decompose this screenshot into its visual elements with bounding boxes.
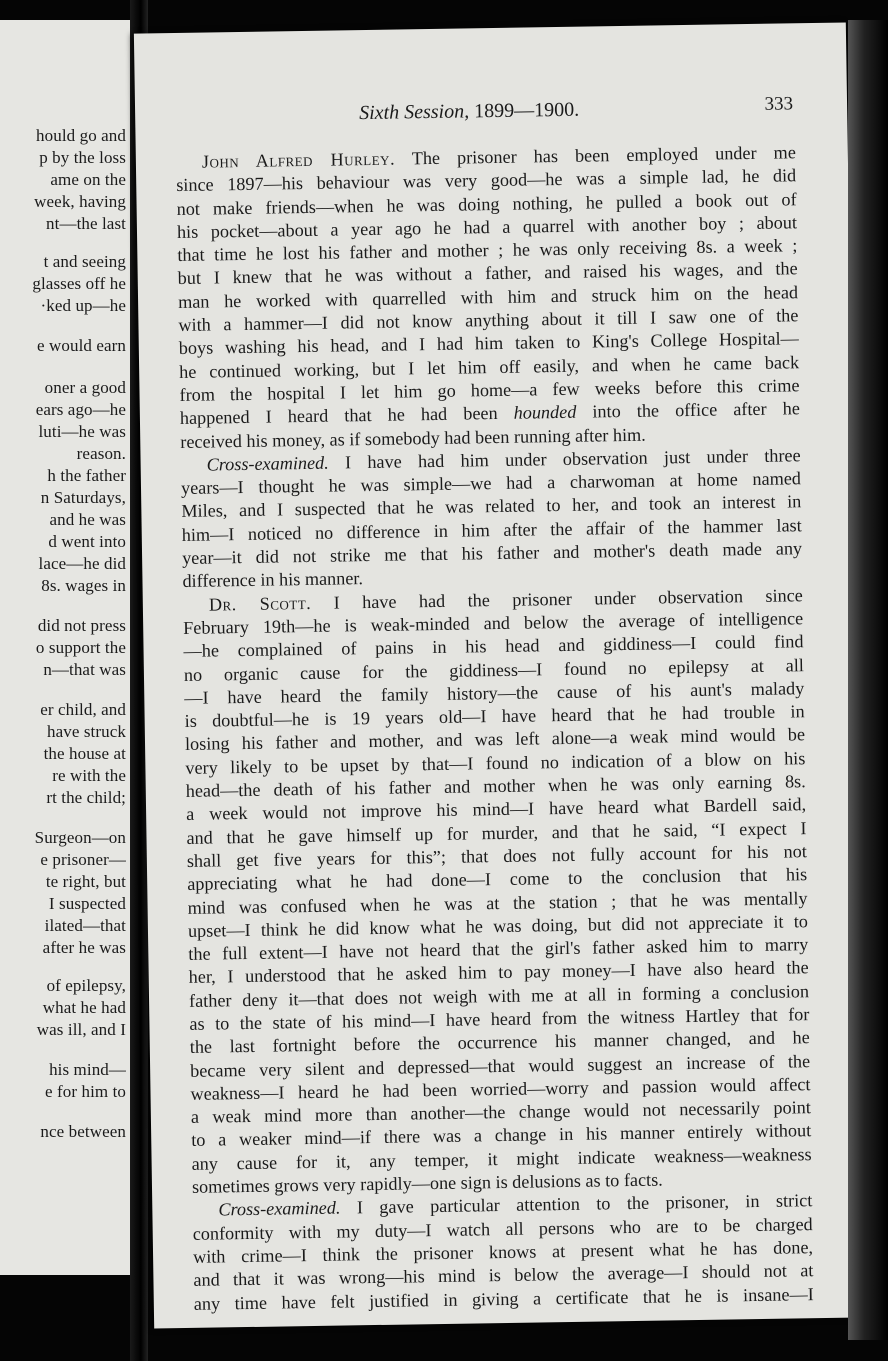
text-run: The prisoner has been employed under me — [394, 142, 796, 169]
left-page-line: what he had — [42, 998, 126, 1017]
page-number: 333 — [764, 93, 794, 115]
text-run: very likely to be upset by that—I found no indication of a blow on his — [185, 747, 806, 778]
text-run: man he worked with quarrelled with him and struck him on the head — [177, 282, 799, 312]
left-page-line: the house at — [43, 744, 126, 763]
text-run: mind was confused when he was at the station ; that he was mentally — [187, 887, 808, 918]
text-run: a week would not improve his mind—I have heard what Bardell said, — [185, 794, 807, 825]
text-run: he continued working, but I let him off easily, and when he came back — [179, 351, 800, 382]
left-page-line: ears ago—he — [35, 400, 126, 419]
text-run: is doubtful—he is 19 years old—I have heard that he had trouble in — [184, 701, 805, 732]
italic-text: hounded — [513, 402, 577, 424]
left-page-line: nt—the last — [46, 214, 126, 233]
text-run: —I have heard the family history—the cause of his aunt's malady — [184, 678, 805, 708]
left-page-line: e would earn — [37, 336, 126, 355]
text-run: received his money, as if somebody had been running after him. — [180, 424, 646, 452]
left-page-line: and he was — [49, 510, 126, 529]
left-page-line: of epilepsy, — [46, 976, 126, 995]
text-run: the last fortnight before the occurrence his manner changed, and he — [189, 1027, 810, 1058]
text-run: that time he lost his father and mother ; he was only receiving 8s. a week ; — [177, 235, 798, 266]
text-run: but I knew that he was without a father, and raised his wages, and the — [177, 258, 798, 289]
text-run: to a weaker mind—if there was a change in his manner entirely without — [191, 1120, 812, 1151]
right-page — [134, 22, 866, 1328]
text-run: her, I understood that he asked him to pay money—I have also heard the — [188, 957, 809, 988]
running-head — [359, 99, 579, 125]
text-run: no organic cause for the giddiness—I found no epilepsy at all — [183, 654, 805, 685]
left-page-line: luti—he was — [38, 422, 126, 441]
left-page-line: 8s. wages in — [41, 576, 126, 595]
text-run: not make friends—when he was doing nothing, he pulled a book out of — [176, 188, 797, 219]
text-run: I gave particular attention to the prisoner, in strict — [340, 1190, 813, 1218]
text-run: years—I thought he was simple—we had a charwoman at home named — [180, 468, 802, 499]
text-run: —he complained of pains in his head and giddiness—I could find — [183, 631, 804, 662]
running-head-session: Sixth Session, — [358, 100, 470, 125]
text-run: February 19th—he is weak-minded and below the average of intelligence — [183, 608, 804, 638]
text-run: with a hammer—I did not know anything about it till I saw one of the — [178, 305, 799, 336]
left-page-line: n Saturdays, — [40, 488, 126, 507]
italic-text: Cross-examined. — [206, 452, 329, 475]
left-page-line: d went into — [48, 532, 126, 551]
text-run: year—it did not strike me that his father and mother's death made any — [181, 538, 803, 569]
text-run: sometimes grows very rapidly—one sign is delusions as to facts. — [191, 1169, 663, 1197]
text-run: I have had the prisoner under observation since — [311, 584, 803, 613]
left-page-line: p by the loss — [39, 148, 126, 167]
text-run: head—the death of his father and mother when he was only earning 8s. — [185, 771, 806, 801]
text-run: Miles, and I suspected that he was related to her, and took an interest in — [181, 491, 802, 522]
left-page-line: nce between — [40, 1122, 126, 1141]
italic-text: Cross-examined. — [218, 1197, 341, 1220]
left-page-line: was ill, and I — [36, 1020, 126, 1039]
text-run: his pocket—about a year ago he had a quarrel with another boy ; about — [176, 212, 798, 242]
text-run: the full extent—I have not heard that the girl's father asked him to marry — [188, 934, 809, 965]
text-run: a weak mind more than another—the change would not necessarily point — [190, 1097, 811, 1128]
left-page-line: rt the child; — [46, 788, 126, 807]
left-page-line: glasses off he — [32, 274, 126, 293]
text-run: from the hospital I let him go home—a few weeks before this crime — [179, 375, 800, 405]
text-run: weakness—I heard he had been worried—worry and passion would affect — [190, 1074, 811, 1104]
left-page-line: te right, but — [45, 872, 126, 891]
left-page-line: ·ked up—he — [40, 296, 126, 315]
left-page-line: t and seeing — [43, 252, 126, 271]
text-run: appreciating what he had done—I come to the conclusion that his — [187, 864, 808, 895]
text-run: any cause for it, any temper, it might indicate weakness—weakness — [191, 1143, 812, 1174]
body-text — [176, 141, 814, 1315]
text-run: father deny it—that does not weigh with me at all in forming a conclusion — [188, 980, 810, 1011]
left-page-line: hould go and — [36, 126, 126, 145]
left-page-line: er child, and — [40, 700, 126, 719]
left-page-line: lace—he did — [38, 554, 126, 573]
text-run: into the office after he — [576, 398, 800, 423]
text-run: losing his father and mother, and was left alone—a weak mind would be — [184, 724, 806, 755]
speaker-name: Dr. Scott. — [208, 592, 312, 615]
text-run: shall get five years for this”; that does not fully account for his not — [186, 841, 807, 871]
left-page-line: Surgeon—on — [34, 828, 126, 847]
left-page-line: o support the — [35, 638, 126, 657]
text-run: became very silent and depressed—that would suggest an increase of the — [190, 1050, 811, 1081]
left-page-line: his mind— — [49, 1060, 126, 1079]
page-edge-shadow — [848, 20, 888, 1340]
text-run: happened I heard that he had been — [179, 403, 514, 429]
text-run: since 1897—his behaviour was very good—he was a simple lad, he did — [176, 165, 797, 196]
left-page-line: e prisoner— — [40, 850, 126, 869]
text-run: and that he gave himself up for murder, and that he said, “I expect I — [186, 817, 807, 848]
left-page-line: after he was — [42, 938, 126, 957]
left-page — [0, 20, 132, 1275]
left-page-line: re with the — [52, 766, 126, 785]
left-page-line: week, having — [34, 192, 126, 211]
left-page-line: reason. — [76, 444, 126, 463]
text-run: upset—I think he did know what he was doing, but did not appreciate it to — [187, 910, 809, 941]
left-page-line: oner a good — [44, 378, 126, 397]
speaker-name: John Alfred Hurley. — [201, 148, 396, 172]
text-run: as to the state of his mind—I have heard from the witness Hartley that for — [189, 1004, 810, 1034]
text-run: and that it was wrong—his mind is below the average—I should not at — [193, 1260, 814, 1291]
left-page-line: n—that was — [43, 660, 126, 679]
left-page-line: ame on the — [50, 170, 126, 189]
left-page-line: e for him to — [45, 1082, 126, 1101]
text-run: conformity with my duty—I watch all persons who are to be charged — [192, 1213, 813, 1244]
page-header — [135, 94, 847, 135]
text-run: I have had him under observation just under three — [328, 445, 801, 473]
text-run: him—I noticed no difference in him after the affair of the hammer last — [181, 514, 802, 545]
text-run: boys washing his head, and I had him taken to King's College Hospital— — [178, 328, 799, 359]
left-page-line: did not press — [37, 616, 126, 635]
running-head-years: 1899—1900. — [473, 98, 580, 123]
left-page-line: have struck — [47, 722, 126, 741]
left-page-line: ilated—that — [44, 916, 126, 935]
text-run: with crime—I think the prisoner knows at present what he has done, — [192, 1237, 814, 1267]
left-page-line: I suspected — [48, 894, 126, 913]
text-run: difference in his manner. — [182, 568, 364, 592]
text-run: any time have felt justified in giving a certificate that he is insane—I — [193, 1283, 814, 1314]
left-page-line: h the father — [47, 466, 126, 485]
